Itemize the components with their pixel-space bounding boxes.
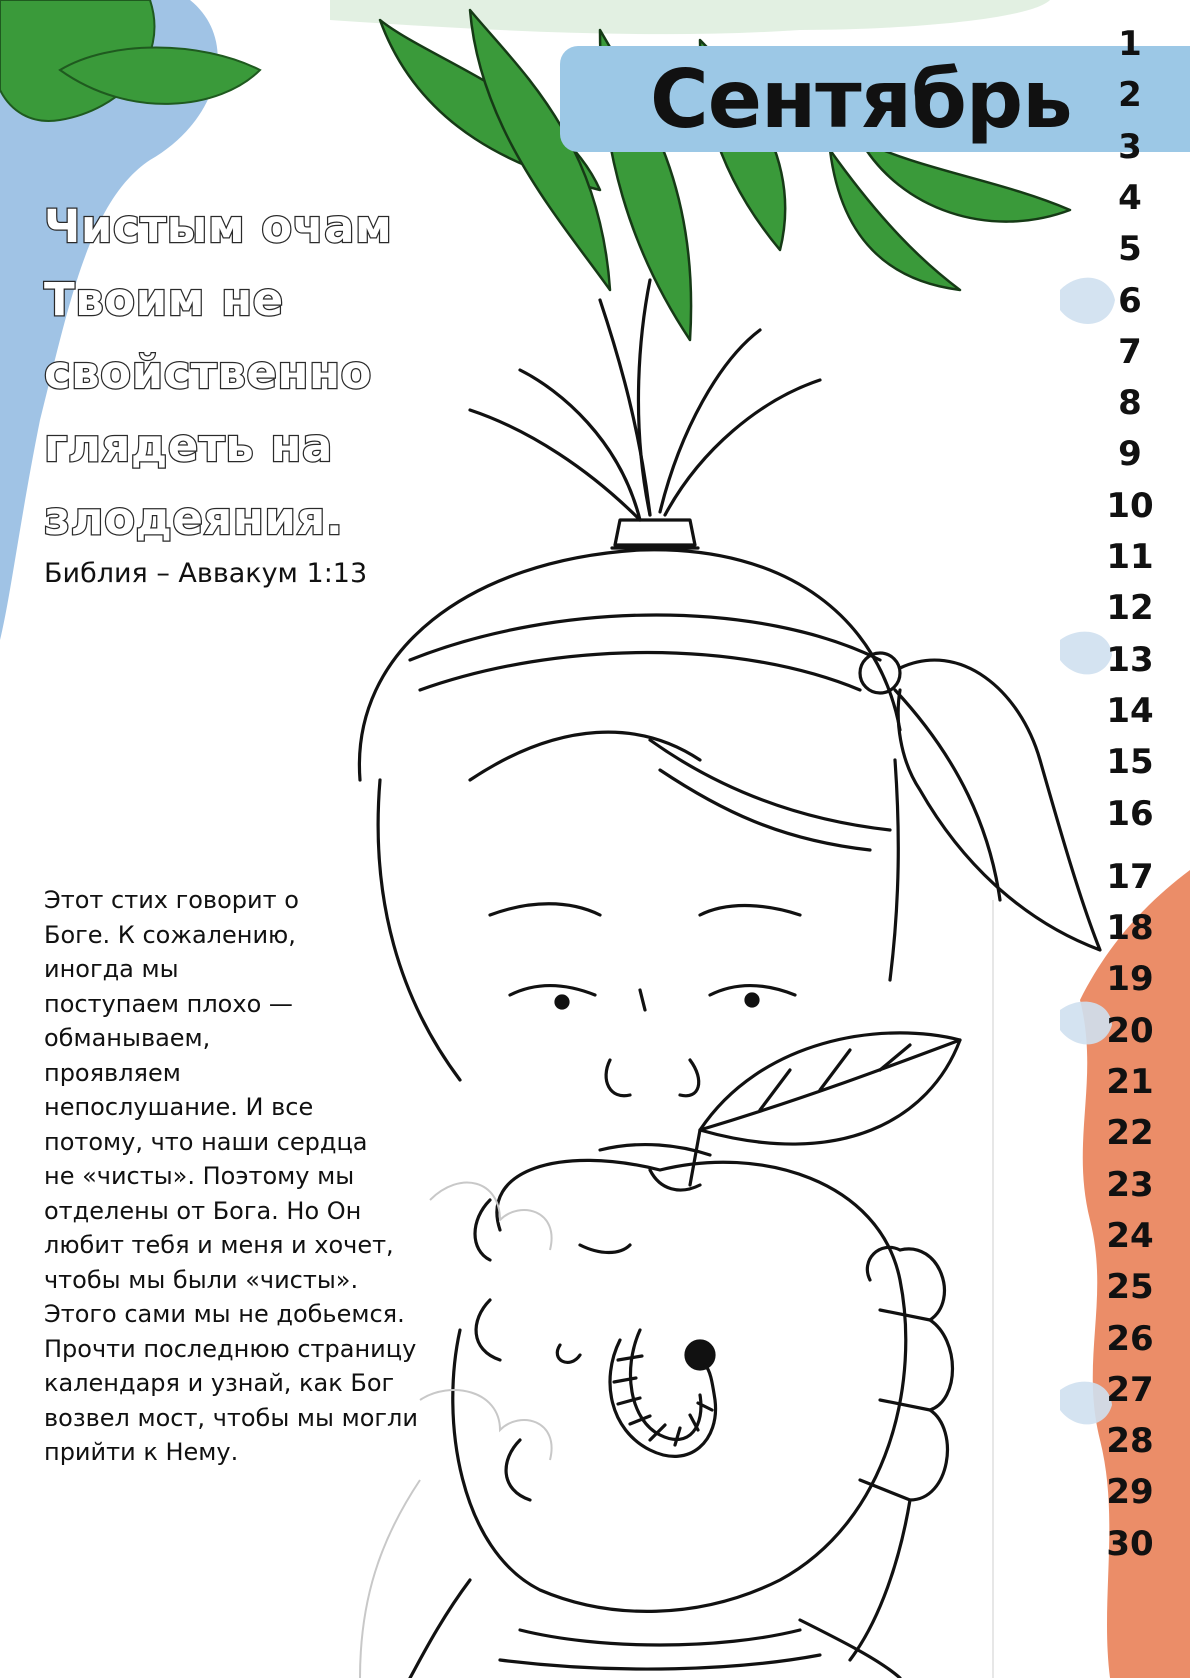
body-line: потому, что наши сердца bbox=[44, 1127, 368, 1156]
day-number: 5 bbox=[1118, 229, 1142, 270]
day-column bbox=[1090, 22, 1170, 1582]
light-wash-top bbox=[330, 0, 1050, 34]
verse-reference: Библия – Аввакум 1:13 bbox=[44, 558, 368, 589]
day-number: 12 bbox=[1106, 588, 1154, 629]
day-number: 1 bbox=[1118, 24, 1142, 64]
day-number: 22 bbox=[1106, 1113, 1154, 1154]
body-line: непослушание. И все bbox=[44, 1093, 314, 1121]
verse-line: злодеяния. bbox=[44, 492, 344, 545]
day-number: 29 bbox=[1106, 1472, 1154, 1513]
day-number: 19 bbox=[1106, 959, 1154, 1000]
day-number: 26 bbox=[1106, 1318, 1154, 1359]
verse-text bbox=[44, 190, 464, 555]
body-line: прийти к Нему. bbox=[44, 1438, 239, 1466]
day-number: 24 bbox=[1106, 1215, 1154, 1256]
body-paragraph bbox=[44, 883, 474, 1470]
day-number: 8 bbox=[1118, 383, 1142, 424]
day-number: 16 bbox=[1106, 793, 1154, 834]
month-title: Сентябрь bbox=[650, 53, 1072, 146]
body-line: возвел мост, чтобы мы могли bbox=[44, 1403, 418, 1432]
day-number: 25 bbox=[1106, 1267, 1154, 1308]
verse-line: глядеть на bbox=[44, 419, 333, 472]
day-number: 20 bbox=[1106, 1010, 1154, 1051]
body-line: Этого сами мы не добьемся. bbox=[44, 1300, 405, 1328]
day-number: 27 bbox=[1106, 1369, 1154, 1410]
day-number: 21 bbox=[1106, 1062, 1154, 1102]
verse-line: Чистым очам bbox=[44, 200, 393, 253]
body-line: проявляем bbox=[44, 1058, 181, 1087]
day-number: 30 bbox=[1106, 1523, 1154, 1564]
day-number: 17 bbox=[1106, 856, 1154, 897]
day-number: 11 bbox=[1106, 537, 1154, 577]
day-number: 9 bbox=[1118, 434, 1142, 475]
day-number: 10 bbox=[1106, 485, 1154, 526]
body-line: не «чисты». Поэтому мы bbox=[44, 1162, 355, 1190]
day-number: 3 bbox=[1118, 126, 1142, 167]
body-line: Этот стих говорит о bbox=[44, 886, 299, 914]
body-line: календаря и узнай, как Бог bbox=[44, 1369, 395, 1397]
day-number: 2 bbox=[1118, 75, 1142, 116]
day-number: 13 bbox=[1106, 639, 1154, 680]
day-number: 18 bbox=[1106, 908, 1154, 949]
day-number: 15 bbox=[1106, 742, 1154, 783]
body-line: Прочти последнюю страницу bbox=[44, 1334, 417, 1363]
verse-line: свойственно bbox=[44, 346, 372, 399]
body-line: иногда мы bbox=[44, 955, 179, 983]
body-line: Боге. К сожалению, bbox=[44, 920, 296, 949]
day-number: 4 bbox=[1118, 177, 1142, 218]
body-line: чтобы мы были «чисты». bbox=[44, 1265, 359, 1294]
body-line: любит тебя и меня и хочет, bbox=[44, 1231, 394, 1259]
day-number: 14 bbox=[1106, 690, 1154, 731]
day-number: 23 bbox=[1106, 1164, 1154, 1205]
day-number: 28 bbox=[1106, 1421, 1154, 1462]
body-line: обманываем, bbox=[44, 1024, 211, 1052]
day-number: 6 bbox=[1118, 280, 1142, 321]
day-number: 7 bbox=[1118, 331, 1142, 372]
verse-line: Твоим не bbox=[44, 273, 284, 326]
body-line: поступаем плохо — bbox=[44, 989, 293, 1018]
body-line: отделены от Бога. Но Он bbox=[44, 1196, 362, 1225]
